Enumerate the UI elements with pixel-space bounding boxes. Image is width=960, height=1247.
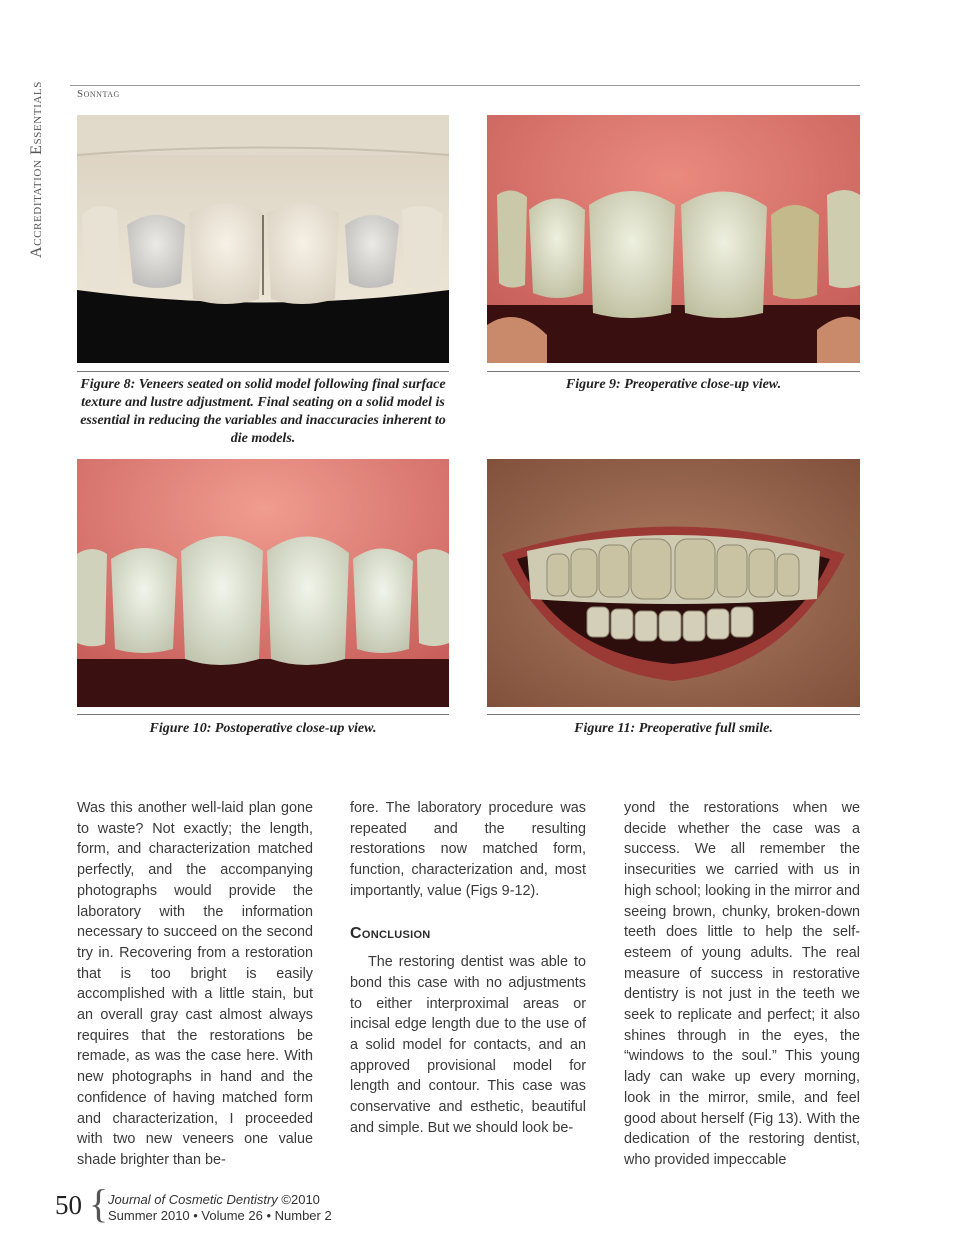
journal-issue: Summer 2010 • Volume 26 • Number 2 bbox=[108, 1208, 332, 1223]
body-column-1 bbox=[77, 798, 313, 1171]
figure-9-caption-rule bbox=[487, 371, 860, 372]
running-head-author: Sonntag bbox=[77, 88, 120, 100]
body-paragraph: The restoring dentist was able to bond this case with no adjustments to either interproximal areas or incisal edge length due to the use of a solid model for contacts, and an approved provisional model for length and contour. This case was conservative and esthetic, beautiful and simple. But we should look be- bbox=[350, 954, 586, 1136]
journal-name: Journal of Cosmetic Dentistry bbox=[108, 1192, 278, 1207]
figure-8-photo bbox=[77, 115, 449, 363]
figure-11-caption-rule bbox=[487, 714, 860, 715]
figure-10-photo bbox=[77, 459, 449, 707]
figure-10-caption: Figure 10: Postoperative close-up view. bbox=[149, 721, 377, 736]
figure-9-caption: Figure 9: Preoperative close-up view. bbox=[565, 377, 782, 392]
journal-copyright: ©2010 bbox=[281, 1192, 320, 1207]
body-paragraph: fore. The laboratory procedure was repeated and the resulting restorations now matched form, function, characterization and, most importantly, value (Figs 9-12). bbox=[350, 800, 586, 899]
figure-11-photo bbox=[487, 459, 860, 707]
figure-8-caption: Figure 8: Veneers seated on solid model following final surface texture and lustre adjustment. Final seating on a solid model is essential in reducing the variables and inaccuracies inherent to die models. bbox=[80, 377, 446, 446]
conclusion-heading: Conclusion bbox=[350, 924, 431, 942]
section-label-text: Accreditation Essentials bbox=[28, 81, 45, 258]
figure-11-caption: Figure 11: Preoperative full smile. bbox=[574, 721, 773, 736]
body-paragraph: yond the restorations when we decide whether the case was a success. We all remember the insecurities we carried with us in high school; looking in the mirror and seeing brown, chunky, broken-down teeth does little to help the self-esteem of young adults. The real measure of success in restorative dentistry is not just in the teeth we seek to replicate and perfect; it also shines through in the eyes, the “windows to the soul.” This young lady can wake up every morning, look in the mirror, smile, and feel good about herself (Fig 13). With the dedication of the restoring dentist, who provided impeccable bbox=[624, 800, 860, 1168]
figure-8-caption-rule bbox=[77, 371, 449, 372]
footer-brace: { bbox=[89, 1181, 109, 1226]
body-paragraph: Was this another well-laid plan gone to waste? Not exactly; the length, form, and characterization matched perfectly, and the accompanying photographs would provide the laboratory with the information necessary to succeed on the second try in. Recovering from a restoration that is too bright is easily accomplished with a little stain, but an overall gray cast almost always requires that the restorations be remade, as was the case here. With new photographs in hand and the confidence of having matched form and characterization, I proceeded with two new veneers one value shade brighter than be- bbox=[77, 800, 313, 1168]
section-label bbox=[28, 80, 58, 260]
body-column-3 bbox=[624, 798, 860, 1171]
figure-9-photo bbox=[487, 115, 860, 363]
body-column-2 bbox=[350, 798, 586, 1139]
journal-info bbox=[108, 1192, 332, 1224]
header-rule bbox=[70, 85, 860, 86]
figure-10-caption-rule bbox=[77, 714, 449, 715]
page-number: 50 bbox=[55, 1190, 82, 1220]
